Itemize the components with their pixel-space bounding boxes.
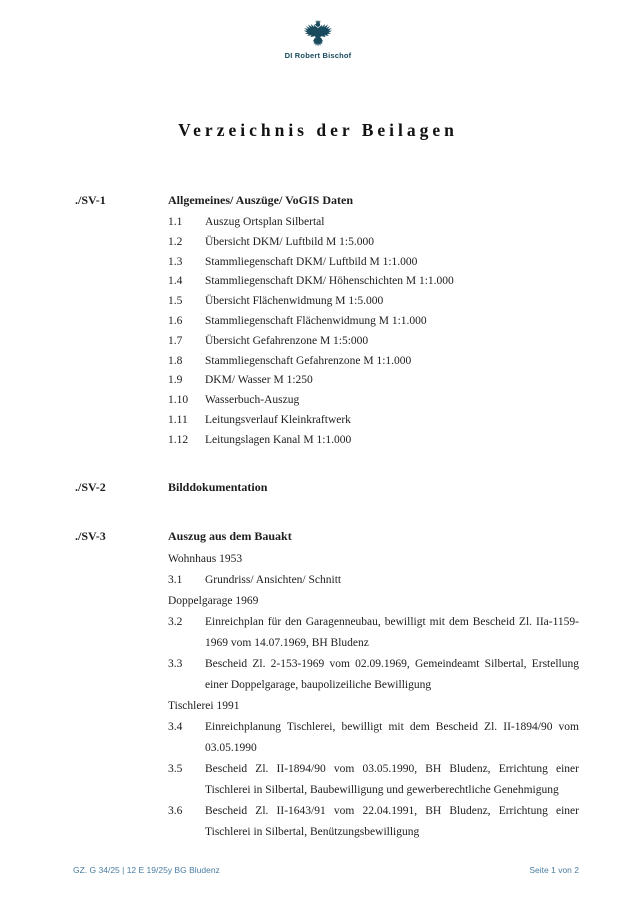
item-text: Bescheid Zl. II-1643/91 vom 22.04.1991, BH Bludenz, Errichtung einer Tischlerei in Silbertal, Benützungsbewilligung — [205, 804, 579, 838]
page-footer — [73, 865, 579, 875]
section-label: ./SV-3 — [75, 528, 106, 543]
list-item — [168, 391, 579, 411]
item-text: Stammliegenschaft DKM/ Höhenschichten M 1:1.000 — [205, 275, 454, 288]
letterhead — [0, 0, 636, 60]
list-item — [168, 570, 579, 591]
item-number: 1.10 — [168, 394, 189, 407]
list-item — [168, 411, 579, 431]
item-text: Stammliegenschaft DKM/ Luftbild M 1:1.000 — [205, 255, 418, 268]
page-title: Verzeichnis der Beilagen — [178, 120, 458, 140]
section-heading: Bilddokumentation — [168, 479, 268, 494]
list-item — [168, 332, 579, 352]
list-item — [168, 612, 579, 654]
item-text: Einreichplan für den Garagenneubau, bewilligt mit dem Bescheid Zl. IIa-1159-1969 vom 14.07.1969, BH Bludenz — [205, 615, 579, 649]
item-text: Übersicht DKM/ Luftbild M 1:5.000 — [205, 235, 374, 248]
section-sv1 — [75, 189, 579, 451]
item-text: Leitungsverlauf Kleinkraftwerk — [205, 413, 351, 426]
item-number: 1.5 — [168, 295, 183, 308]
item-text: Bescheid Zl. 2-153-1969 vom 02.09.1969, Gemeindeamt Silbertal, Erstellung einer Doppelgarage, baupolizeiliche Bewilligung — [205, 657, 579, 691]
item-number: 1.3 — [168, 255, 183, 268]
item-text: Bescheid Zl. II-1894/90 vom 03.05.1990, BH Bludenz, Errichtung einer Tischlerei in Silbertal, Baubewilligung und gewerberechtliche Genehmigung — [205, 762, 579, 796]
section-sv2 — [75, 476, 579, 500]
list-item — [168, 253, 579, 273]
item-number: 1.11 — [168, 413, 188, 426]
item-text: Grundriss/ Ansichten/ Schnitt — [205, 573, 342, 586]
item-number: 1.8 — [168, 354, 183, 367]
item-text: Einreichplanung Tischlerei, bewilligt mit dem Bescheid Zl. II-1894/90 vom 03.05.1990 — [205, 720, 579, 754]
list-item — [168, 272, 579, 292]
item-text: Übersicht Gefahrenzone M 1:5:000 — [205, 334, 369, 347]
list-item — [168, 759, 579, 801]
item-number: 3.6 — [168, 804, 183, 817]
item-number: 3.4 — [168, 720, 183, 733]
attachment-list — [75, 189, 579, 843]
item-number: 3.3 — [168, 657, 183, 670]
footer-reference-number: GZ. G 34/25 | 12 E 19/25y BG Bludenz — [73, 865, 220, 875]
item-number: 3.2 — [168, 615, 183, 628]
section-heading: Allgemeines/ Auszüge/ VoGIS Daten — [168, 193, 354, 207]
group-subheading: Wohnhaus 1953 — [168, 552, 243, 565]
item-number: 1.6 — [168, 314, 183, 327]
item-number: 1.2 — [168, 235, 183, 248]
list-item — [168, 312, 579, 332]
item-number: 1.9 — [168, 374, 183, 387]
letterhead-name: DI Robert Bischof — [284, 51, 352, 60]
item-text: Wasserbuch-Auszug — [205, 394, 300, 407]
list-item — [168, 801, 579, 843]
item-text: Auszug Ortsplan Silbertal — [205, 216, 325, 228]
group-subheading: Tischlerei 1991 — [168, 699, 240, 712]
item-text: DKM/ Wasser M 1:250 — [205, 374, 313, 387]
section-heading: Auszug aus dem Bauakt — [168, 528, 292, 543]
list-item — [168, 352, 579, 372]
item-number: 1.7 — [168, 334, 183, 347]
list-item — [168, 233, 579, 253]
item-text: Stammliegenschaft Flächenwidmung M 1:1.000 — [205, 314, 427, 327]
item-number: 3.1 — [168, 573, 183, 586]
list-item — [168, 213, 579, 233]
item-number: 3.5 — [168, 762, 183, 775]
item-number: 1.12 — [168, 433, 189, 446]
item-text: Stammliegenschaft Gefahrenzone M 1:1.000 — [205, 354, 412, 367]
item-text: Leitungslagen Kanal M 1:1.000 — [205, 433, 352, 446]
item-number: 1.4 — [168, 275, 183, 288]
section-sv3 — [75, 525, 579, 843]
list-item — [168, 717, 579, 759]
list-item — [168, 371, 579, 391]
list-item — [168, 292, 579, 312]
group-subheading: Doppelgarage 1969 — [168, 594, 259, 607]
list-item — [168, 431, 579, 451]
item-text: Übersicht Flächenwidmung M 1:5.000 — [205, 295, 384, 308]
federal-eagle-icon — [302, 20, 334, 48]
list-item — [168, 654, 579, 696]
section-label: ./SV-2 — [75, 479, 106, 494]
item-number: 1.1 — [168, 216, 183, 228]
footer-page-number: Seite 1 von 2 — [529, 865, 579, 875]
section-label: ./SV-1 — [75, 193, 106, 207]
